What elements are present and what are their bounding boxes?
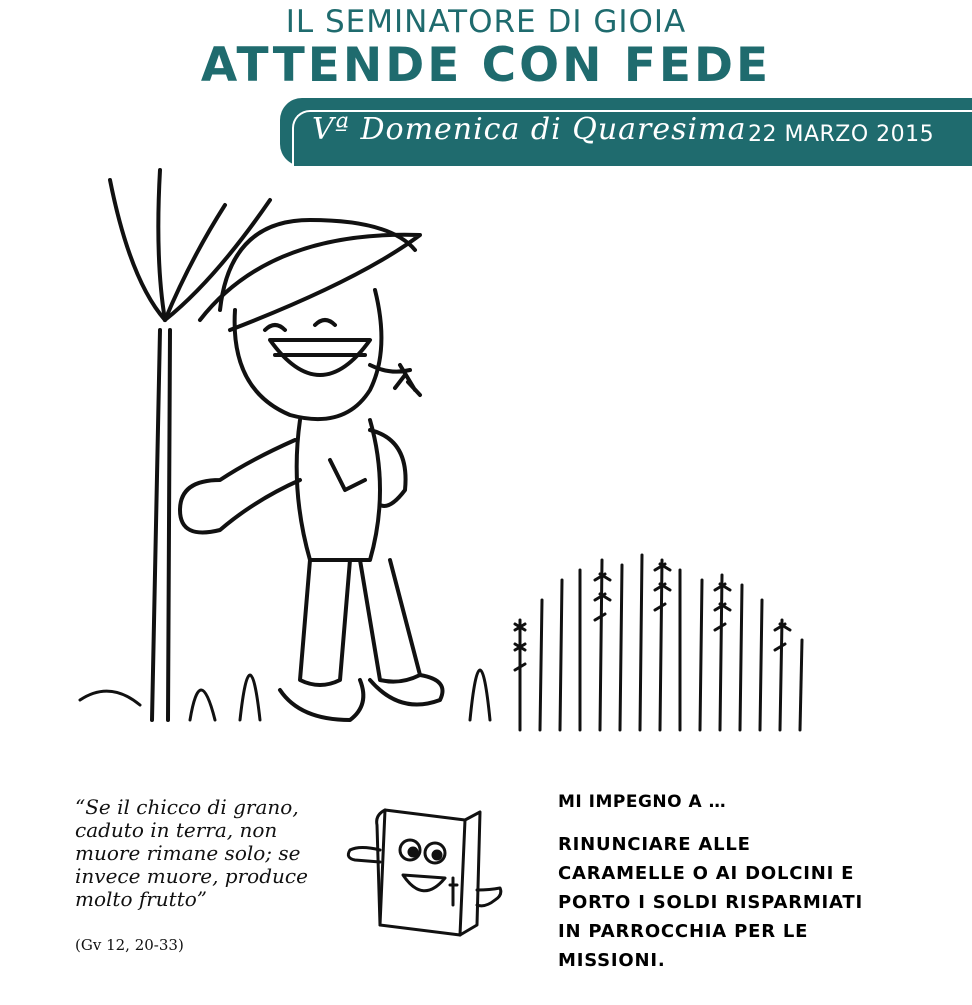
farmer-illustration bbox=[70, 160, 830, 750]
pledge-body: RINUNCIARE ALLE CARAMELLE O AI DOLCINI E PORTO I SOLDI RISPARMIATI IN PARROCCHIA PER LE MISSIONI. bbox=[558, 834, 863, 971]
pitchfork-icon bbox=[110, 170, 270, 720]
gospel-quote: “Se il chicco di grano, caduto in terra, non muore rimane solo; se invece muore, produce molto frutto” bbox=[75, 795, 308, 911]
pledge-heading: MI IMPEGNO A … bbox=[558, 792, 727, 812]
cartoon-bible-icon bbox=[345, 790, 505, 940]
farmer-face-icon bbox=[235, 290, 420, 419]
sunday-label: Vª Domenica di Quaresima bbox=[312, 112, 747, 147]
gospel-reference: (Gv 12, 20-33) bbox=[75, 936, 184, 954]
date-label: 22 MARZO 2015 bbox=[748, 122, 935, 147]
series-title: IL SEMINATORE DI GIOIA bbox=[285, 4, 687, 40]
main-title: ATTENDE CON FEDE bbox=[200, 38, 772, 93]
farmer-body-icon bbox=[180, 420, 443, 720]
wheat-field-icon bbox=[80, 555, 802, 730]
